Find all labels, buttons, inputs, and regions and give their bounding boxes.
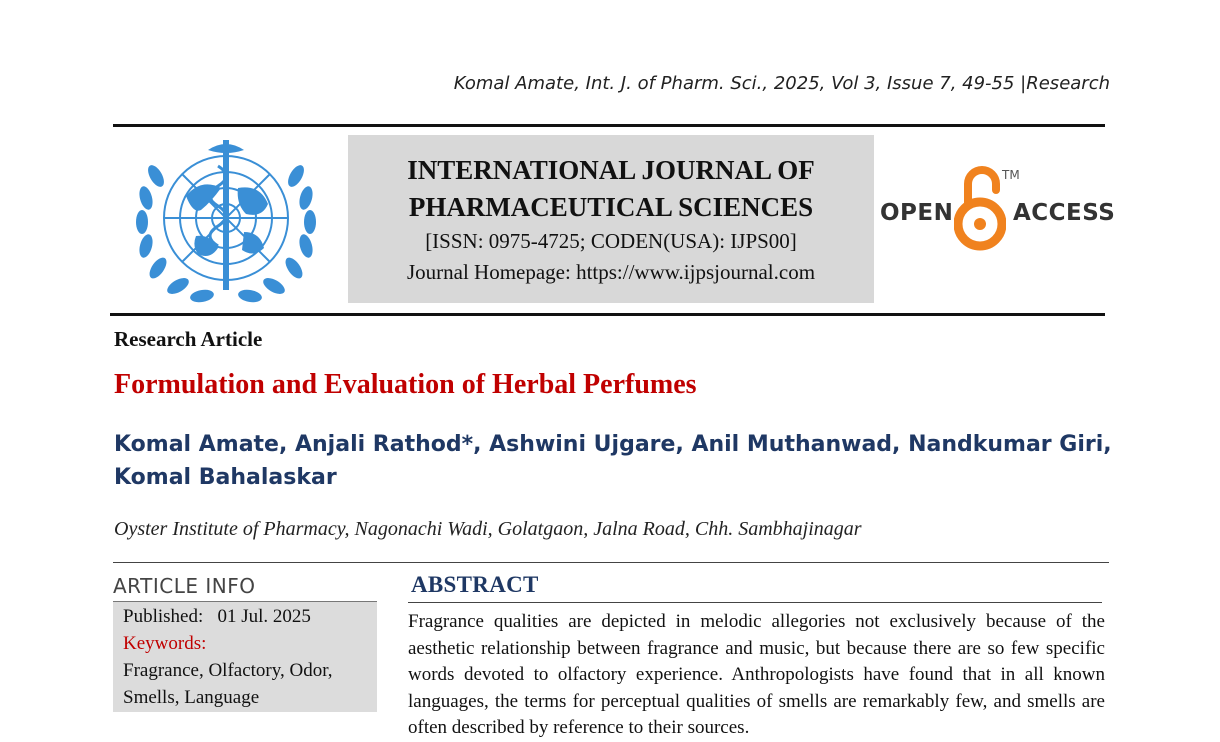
keywords-label: Keywords: [123,633,207,654]
journal-title: INTERNATIONAL JOURNAL OF PHARMACEUTICAL SCIENCES [407,155,815,222]
published-label: Published: [123,606,204,627]
published-row [123,606,311,628]
published-date: 01 Jul. 2025 [217,606,311,627]
article-info-box [113,601,377,712]
running-header: Komal Amate, Int. J. of Pharm. Sci., 2025, Vol 3, Issue 7, 49-55 |Research [453,73,1110,94]
abstract-heading: ABSTRACT [411,572,539,597]
open-access-lock-icon [954,162,1006,254]
abstract-text: Fragrance qualities are depicted in melodic allegories not exclusively because of the aesthetic relationship between fragrance and music, but because there are so few specific words devoted to olfactory experience. Anthropologists have found that in all known languages, the terms for perceptual qualities of smells are remarkably few, and smells are often described by reference to their sources. [408,611,1105,738]
journal-homepage: Journal Homepage: https://www.ijpsjournal.com [406,260,816,284]
journal-masthead [348,135,874,303]
section-divider [113,562,1109,563]
header-top-rule [113,124,1105,127]
journal-emblem-icon [126,136,326,306]
open-access-logo [880,162,1116,257]
header-bottom-rule [110,313,1105,316]
author-list: Komal Amate, Anjali Rathod*, Ashwini Ujgare, Anil Muthanwad, Nandkumar Giri, Komal Bahalaskar [114,432,1112,490]
trademark-mark: TM [1002,168,1020,182]
article-type: Research Article [114,327,263,351]
open-access-open-text: OPEN [880,200,954,226]
article-info-heading: ARTICLE INFO [113,574,256,598]
journal-issn: [ISSN: 0975-4725; CODEN(USA): IJPS00] [425,229,797,253]
keywords-line: Smells, Language [123,687,260,708]
affiliation: Oyster Institute of Pharmacy, Nagonachi Wadi, Golatgaon, Jalna Road, Chh. Sambhajinagar [114,518,862,540]
article-title: Formulation and Evaluation of Herbal Perfumes [114,369,697,400]
keywords-line: Fragrance, Olfactory, Odor, [123,660,333,681]
abstract-rule [408,602,1102,603]
open-access-access-text: ACCESS [1013,200,1116,226]
